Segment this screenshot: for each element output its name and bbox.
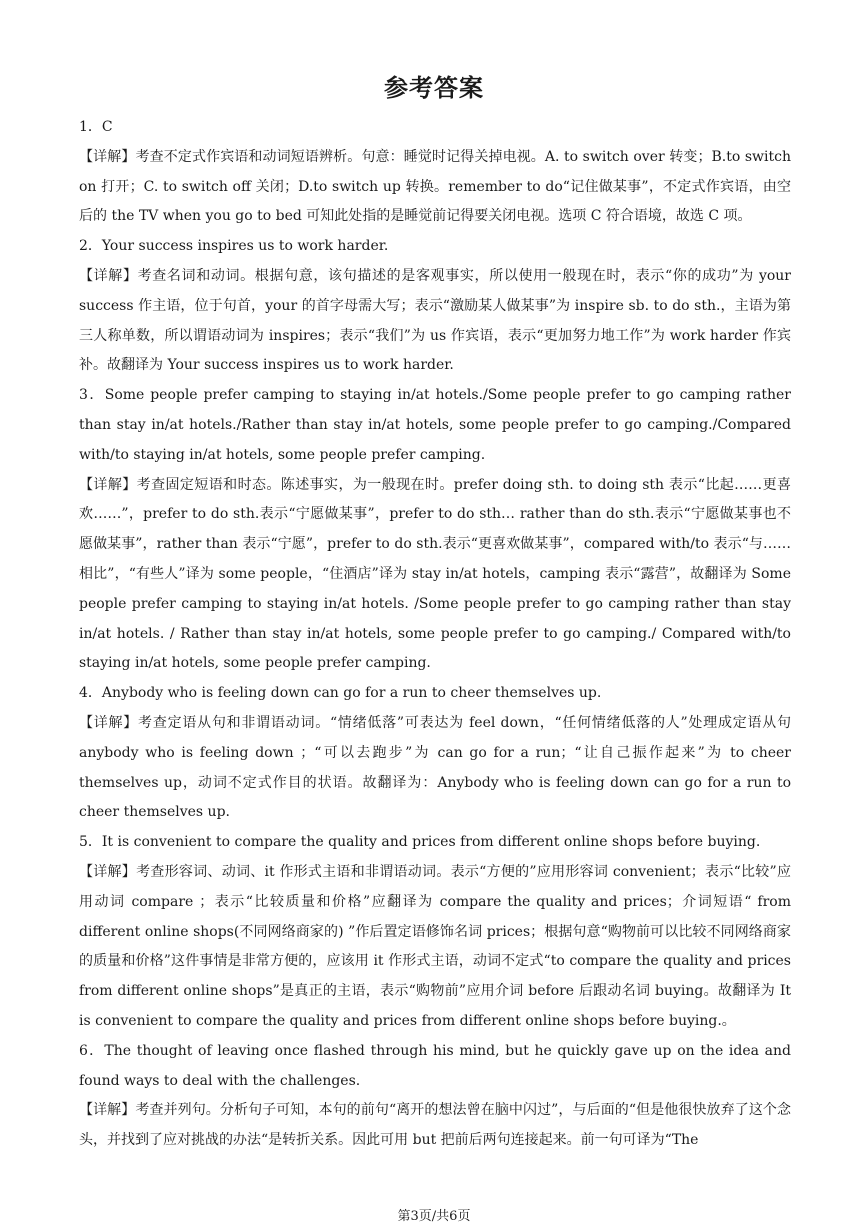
answer-5: 5．It is convenient to compare the quality and prices from different online shops before buying. — [79, 834, 761, 851]
explanation-6: 【详解】考查并列句。分析句子可知，本句的前句“离开的想法曾在脑中闪过”，与后面的“但是他很快放弃了这个念头，并找到了应对挑战的办法“是转折关系。因此可用 but 把前后两句连接起来。前一句可译为“The — [79, 1102, 791, 1149]
explanation-2: 【详解】考查名词和动词。根据句意，该句描述的是客观事实，所以使用一般现在时，表示“你的成功”为 your success 作主语，位于句首，your 的首字母需大写；表示“激励某人做某事”为 inspire sb. to do sth.，主语为第三人称单数，所以谓语动词为 inspires；表示“我们”为 us 作宾语，表示“更加努力地工作”为 work harder 作宾补。故翻译为 Your success inspires us to work harder. — [79, 267, 791, 374]
answer-2: 2．Your success inspires us to work harder. — [79, 238, 389, 255]
answer-1: 1．C — [79, 119, 113, 135]
answer-3: 3．Some people prefer camping to staying in/at hotels./Some people prefer to go camping rather than stay in/at hotels./Rather than stay in/at hotels, some people prefer to go camping./Compared with/to staying in/at hotels, some people prefer camping. — [79, 387, 791, 463]
explanation-4: 【详解】考查定语从句和非谓语动词。“情绪低落”可表达为 feel down，“任何情绪低落的人”处理成定语从句 anybody who is feeling down ；“可以去跑步”为 can go for a run；“让自己振作起来”为 to cheer themselves up，动词不定式作目的状语。故翻译为：Anybody who is feeling down can go for a run to cheer themselves up. — [79, 714, 791, 821]
answer-4: 4．Anybody who is feeling down can go for a run to cheer themselves up. — [79, 685, 602, 702]
page-title: 参考答案 — [384, 74, 484, 102]
answer-list — [79, 113, 791, 1156]
explanation-5: 【详解】考查形容词、动词、it 作形式主语和非谓语动词。表示“方便的”应用形容词 convenient；表示“比较”应用动词 compare ；表示“比较质量和价格”应翻译为 compare the quality and prices；介词短语“ from different online shops(不同网络商家的) ”作后置定语修饰名词 prices；根据句意“购物前可以比较不同网络商家的质量和价格”这件事情是非常方便的，应该用 it 作形式主语，动词不定式“to compare the quality and prices from different online shops”是真正的主语，表示“购物前”应用介词 before 后跟动名词 buying。故翻译为 It is convenient to compare the quality and prices from different online shops before buying.。 — [79, 863, 791, 1029]
explanation-3: 【详解】考查固定短语和时态。陈述事实，为一般现在时。prefer doing sth. to doing sth 表示“比起……更喜欢……”，prefer to do sth.表示“宁愿做某事”，prefer to do sth… rather than do sth.表示“宁愿做某事也不愿做某事”，rather than 表示“宁愿”，prefer to do sth.表示“更喜欢做某事”，compared with/to 表示“与……相比”，“有些人”译为 some people，“住酒店”译为 stay in/at hotels，camping 表示“露营”，故翻译为 Some people prefer camping to staying in/at hotels. /Some people prefer to go camping rather than stay in/at hotels. / Rather than stay in/at hotels, some people prefer to go camping./ Compared with/to staying in/at hotels, some people prefer camping. — [79, 476, 791, 672]
answer-6: 6．The thought of leaving once flashed through his mind, but he quickly gave up on the idea and found ways to deal with the challenges. — [79, 1042, 791, 1089]
page-number: 第3页/共6页 — [397, 1209, 471, 1224]
explanation-1: 【详解】考查不定式作宾语和动词短语辨析。句意：睡觉时记得关掉电视。A. to switch over 转变；B.to switch on 打开；C. to switch off 关闭；D.to switch up 转换。remember to do“记住做某事”，不定式作宾语，由空后的 the TV when you go to bed 可知此处指的是睡觉前记得要关闭电视。选项 C 符合语境，故选 C 项。 — [79, 148, 791, 225]
